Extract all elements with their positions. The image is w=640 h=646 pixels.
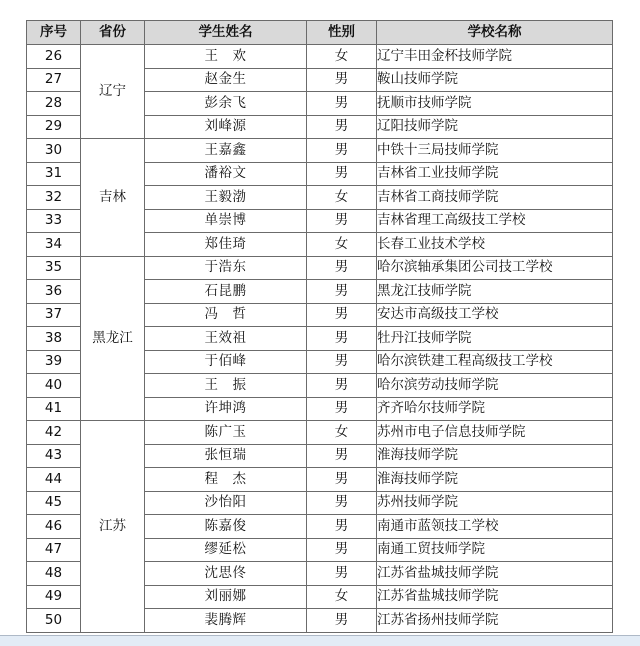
school-name-cell: 哈尔滨铁建工程高级技工学校 [377,350,613,374]
student-roster-table [26,20,613,633]
header-province: 省份 [81,21,145,45]
gender-cell: 男 [307,374,377,398]
school-name-cell: 吉林省理工高级技工学校 [377,209,613,233]
table-row [27,256,613,280]
school-name-cell: 江苏省盐城技师学院 [377,585,613,609]
table-body [27,45,613,633]
table-row [27,45,613,69]
student-name-cell: 程 杰 [145,468,307,492]
school-name-cell: 吉林省工业技师学院 [377,162,613,186]
student-name-cell: 郑佳琦 [145,233,307,257]
gender-cell: 男 [307,162,377,186]
student-name-cell: 于浩东 [145,256,307,280]
student-name-cell: 刘峰源 [145,115,307,139]
student-name-cell: 刘丽娜 [145,585,307,609]
serial-number-cell: 44 [27,468,81,492]
gender-cell: 男 [307,538,377,562]
school-name-cell: 辽阳技师学院 [377,115,613,139]
school-name-cell: 苏州技师学院 [377,491,613,515]
school-name-cell: 鞍山技师学院 [377,68,613,92]
student-name-cell: 单崇博 [145,209,307,233]
serial-number-cell: 41 [27,397,81,421]
student-name-cell: 张恒瑞 [145,444,307,468]
serial-number-cell: 45 [27,491,81,515]
serial-number-cell: 50 [27,609,81,633]
serial-number-cell: 37 [27,303,81,327]
serial-number-cell: 26 [27,45,81,69]
student-name-cell: 王 振 [145,374,307,398]
table-row [27,421,613,445]
gender-cell: 男 [307,468,377,492]
school-name-cell: 吉林省工商技师学院 [377,186,613,210]
gender-cell: 男 [307,397,377,421]
gender-cell: 女 [307,585,377,609]
gender-cell: 男 [307,444,377,468]
serial-number-cell: 42 [27,421,81,445]
gender-cell: 男 [307,92,377,116]
header-school-name: 学校名称 [377,21,613,45]
header-gender: 性别 [307,21,377,45]
student-name-cell: 陈广玉 [145,421,307,445]
student-name-cell: 裴腾辉 [145,609,307,633]
serial-number-cell: 27 [27,68,81,92]
gender-cell: 女 [307,45,377,69]
school-name-cell: 齐齐哈尔技师学院 [377,397,613,421]
window-bottom-edge [0,635,640,646]
serial-number-cell: 40 [27,374,81,398]
school-name-cell: 长春工业技术学校 [377,233,613,257]
serial-number-cell: 30 [27,139,81,163]
school-name-cell: 南通工贸技师学院 [377,538,613,562]
gender-cell: 男 [307,303,377,327]
student-name-cell: 王毅渤 [145,186,307,210]
school-name-cell: 江苏省扬州技师学院 [377,609,613,633]
student-name-cell: 王嘉鑫 [145,139,307,163]
school-name-cell: 江苏省盐城技师学院 [377,562,613,586]
serial-number-cell: 36 [27,280,81,304]
province-cell: 辽宁 [81,45,145,139]
gender-cell: 女 [307,186,377,210]
serial-number-cell: 34 [27,233,81,257]
student-name-cell: 潘裕文 [145,162,307,186]
gender-cell: 男 [307,256,377,280]
student-name-cell: 赵金生 [145,68,307,92]
student-name-cell: 石昆鹏 [145,280,307,304]
school-name-cell: 黑龙江技师学院 [377,280,613,304]
gender-cell: 女 [307,421,377,445]
student-name-cell: 王效祖 [145,327,307,351]
student-name-cell: 陈嘉俊 [145,515,307,539]
gender-cell: 男 [307,515,377,539]
province-cell: 吉林 [81,139,145,257]
serial-number-cell: 48 [27,562,81,586]
province-cell: 江苏 [81,421,145,633]
student-name-cell: 沙怡阳 [145,491,307,515]
school-name-cell: 抚顺市技师学院 [377,92,613,116]
student-name-cell: 许坤鸿 [145,397,307,421]
serial-number-cell: 43 [27,444,81,468]
school-name-cell: 南通市蓝领技工学校 [377,515,613,539]
serial-number-cell: 35 [27,256,81,280]
header-serial-number: 序号 [27,21,81,45]
serial-number-cell: 47 [27,538,81,562]
student-name-cell: 沈思佟 [145,562,307,586]
serial-number-cell: 32 [27,186,81,210]
gender-cell: 男 [307,350,377,374]
student-name-cell: 缪延松 [145,538,307,562]
school-name-cell: 中铁十三局技师学院 [377,139,613,163]
province-cell: 黑龙江 [81,256,145,421]
student-name-cell: 于佰峰 [145,350,307,374]
serial-number-cell: 49 [27,585,81,609]
student-name-cell: 王 欢 [145,45,307,69]
gender-cell: 女 [307,233,377,257]
header-student-name: 学生姓名 [145,21,307,45]
gender-cell: 男 [307,562,377,586]
gender-cell: 男 [307,115,377,139]
school-name-cell: 安达市高级技工学校 [377,303,613,327]
student-name-cell: 彭余飞 [145,92,307,116]
serial-number-cell: 28 [27,92,81,116]
serial-number-cell: 33 [27,209,81,233]
gender-cell: 男 [307,68,377,92]
school-name-cell: 辽宁丰田金杯技师学院 [377,45,613,69]
gender-cell: 男 [307,209,377,233]
student-name-cell: 冯 哲 [145,303,307,327]
school-name-cell: 哈尔滨劳动技师学院 [377,374,613,398]
gender-cell: 男 [307,609,377,633]
school-name-cell: 牡丹江技师学院 [377,327,613,351]
gender-cell: 男 [307,139,377,163]
gender-cell: 男 [307,327,377,351]
serial-number-cell: 29 [27,115,81,139]
table-header-row [27,21,613,45]
gender-cell: 男 [307,280,377,304]
school-name-cell: 苏州市电子信息技师学院 [377,421,613,445]
serial-number-cell: 38 [27,327,81,351]
school-name-cell: 淮海技师学院 [377,468,613,492]
gender-cell: 男 [307,491,377,515]
table-row [27,139,613,163]
school-name-cell: 淮海技师学院 [377,444,613,468]
serial-number-cell: 31 [27,162,81,186]
serial-number-cell: 39 [27,350,81,374]
school-name-cell: 哈尔滨轴承集团公司技工学校 [377,256,613,280]
serial-number-cell: 46 [27,515,81,539]
